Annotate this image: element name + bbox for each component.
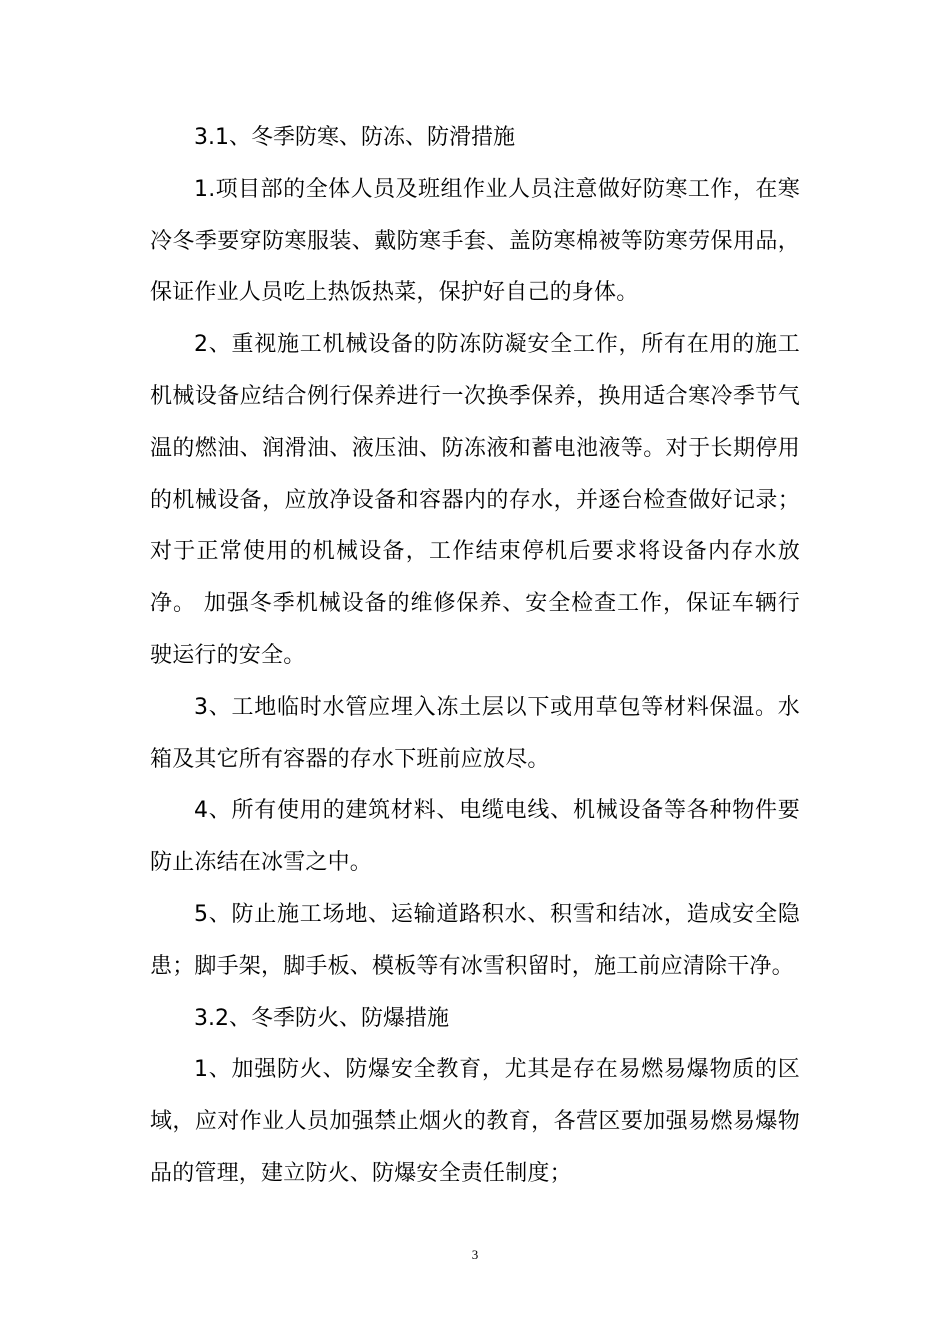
document-body: [150, 112, 800, 1200]
page-number: 3: [471, 1247, 479, 1262]
paragraph-machinery-antifreeze: 2、重视施工机械设备的防冻防凝安全工作，所有在用的施工机械设备应结合例行保养进行一次换季保养，换用适合寒冷季节气温的燃油、润滑油、液压油、防冻液和蓄电池液等。对于长期停用的机械设备，应放净设备和容器内的存水，并逐台检查做好记录；对于正常使用的机械设备，工作结束停机后要求将设备内存水放净。 加强冬季机械设备的维修保养、安全检查工作，保证车辆行驶运行的安全。: [150, 332, 800, 668]
paragraph-cold-protection: 1.项目部的全体人员及班组作业人员注意做好防寒工作，在寒冷冬季要穿防寒服装、戴防寒手套、盖防寒棉被等防寒劳保用品，保证作业人员吃上热饭热菜，保护好自己的身体。: [150, 176, 800, 306]
paragraph-site-ice: 5、防止施工场地、运输道路积水、积雪和结冰，造成安全隐患；脚手架，脚手板、模板等有冰雪积留时，施工前应清除干净。: [150, 901, 800, 979]
section-heading-3-1: 3.1、冬季防寒、防冻、防滑措施: [194, 125, 515, 150]
section-heading-3-2: 3.2、冬季防火、防爆措施: [194, 1005, 449, 1031]
paragraph-fire-safety-education: 1、加强防火、防爆安全教育，尤其是存在易燃易爆物质的区域，应对作业人员加强禁止烟火的教育，各营区要加强易燃易爆物品的管理，建立防火、防爆安全责任制度；: [150, 1057, 800, 1186]
paragraph-materials-freezing: 4、所有使用的建筑材料、电缆电线、机械设备等各种物件要防止冻结在冰雪之中。: [150, 798, 800, 876]
paragraph-water-pipes: 3、工地临时水管应埋入冻土层以下或用草包等材料保温。水箱及其它所有容器的存水下班前应放尽。: [150, 694, 800, 772]
